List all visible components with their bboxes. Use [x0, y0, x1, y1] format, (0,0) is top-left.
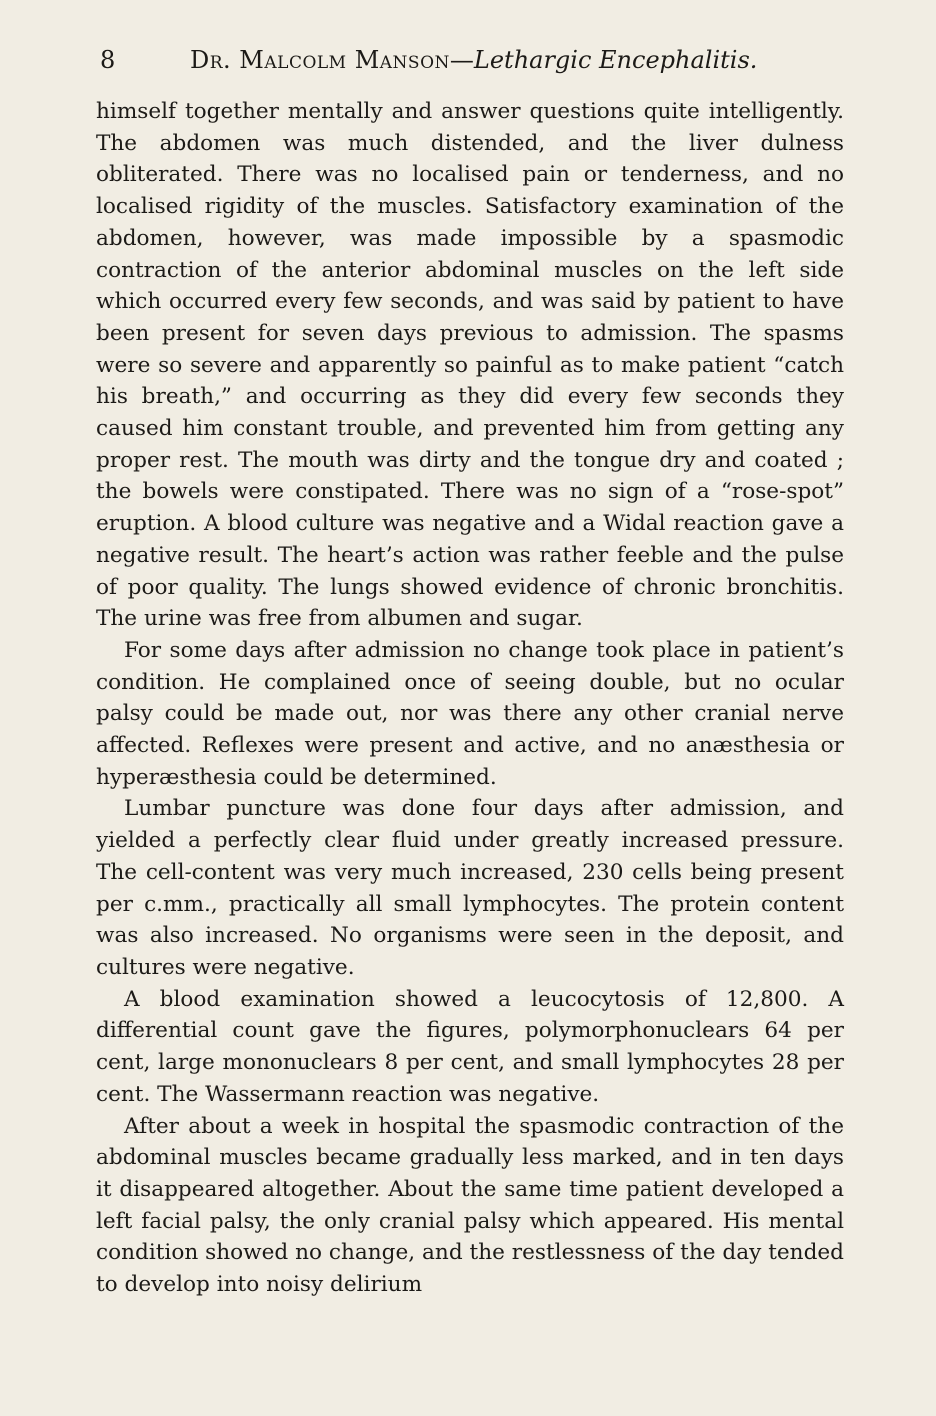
article-subject: Lethargic Encephalitis. — [473, 46, 758, 74]
page-number: 8 — [100, 46, 116, 74]
paragraph-continued: himself together mentally and answer questions quite intelligently. The abdomen was much distended, and the liver dulness obliterated. There was no localised pain or tenderness, and no localised rigidity of the muscles. Satisfactory examination of the abdomen, however, was made impossible by a spasmodic contraction of the anterior abdominal muscles on the left side which occurred every few seconds, and was said by patient to have been present for seven days previous to admission. The spasms were so severe and apparently so painful as to make patient “catch his breath,” and occurring as they did every few seconds they caused him constant trouble, and prevented him from getting any proper rest. The mouth was dirty and the tongue dry and coated ; the bowels were constipated. There was no sign of a “rose-spot” eruption. A blood culture was negative and a Widal reaction gave a negative result. The heart’s action was rather feeble and the pulse of poor quality. The lungs showed evidence of chronic bronchitis. The urine was free from albumen and sugar. — [96, 99, 844, 632]
author-name: Dr. Malcolm Manson — [190, 46, 450, 74]
paragraph-hospital-course: After about a week in hospital the spasmodic contraction of the abdominal muscles became gradually less marked, and in ten days it disappeared altogether. About the same time patient developed a left facial palsy, the only cranial palsy which appeared. His mental condition showed no change, and the restlessness of the day tended to develop into noisy delirium — [96, 1113, 844, 1298]
paragraph-blood-examination: A blood examination showed a leucocytosis of 12,800. A differential count gave the figures, polymorphonuclears 64 per cent, large mononuclears 8 per cent, and small lymphocytes 28 per cent. The Wassermann reaction was negative. — [96, 986, 844, 1107]
paragraph-progress: For some days after admission no change took place in patient’s condition. He complained once of seeing double, but no ocular palsy could be made out, nor was there any other cranial nerve affected. Reflexes were present and active, and no anæsthesia or hyperæsthesia could be determined. — [96, 637, 844, 790]
running-title — [190, 38, 757, 82]
title-separator: — — [449, 46, 474, 74]
paragraph-lumbar-puncture: Lumbar puncture was done four days after admission, and yielded a perfectly clear fluid under greatly increased pressure. The cell-content was very much increased, 230 cells being present per c.mm., practically all small lymphocytes. The protein content was also increased. No organisms were seen in the deposit, and cultures were negative. — [96, 796, 844, 980]
running-head — [96, 38, 844, 82]
body-text — [96, 96, 844, 1301]
